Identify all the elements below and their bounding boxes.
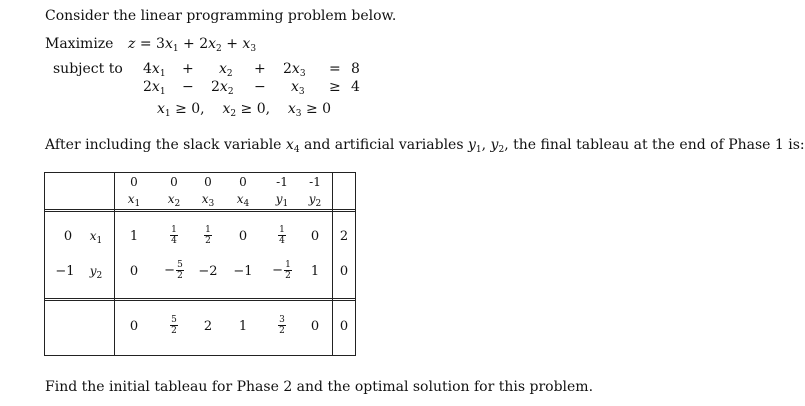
bottom-y2: 0	[310, 319, 320, 334]
bottom-x2: $\frac{5}{2}$	[171, 315, 177, 336]
row2-x2: − $\frac{5}{2}$	[164, 260, 183, 281]
after-text: After including the slack variable $x_4$ and artificial variables $y_1$, $y_2$, the final tableau at the end of Phase 1 is:	[45, 137, 805, 155]
row2-x3: −2	[198, 264, 218, 279]
header-y1: $y_1$	[275, 192, 289, 209]
cost-x4: 0	[239, 175, 247, 189]
row2-cb: −1	[55, 264, 75, 279]
cost-y1: -1	[276, 175, 288, 189]
bottom-x3: 2	[203, 319, 213, 334]
cost-x2: 0	[170, 175, 178, 189]
objective-function: $z = 3x_1 + 2x_2 + x_3$	[128, 36, 257, 54]
header-y2: $y_2$	[308, 192, 322, 209]
intro-text: Consider the linear programming problem below.	[45, 8, 397, 24]
row1-cb: 0	[63, 229, 73, 244]
row2-basis: $y_2$	[89, 264, 103, 281]
header-x4: $x_4$	[236, 192, 250, 209]
row1-basis: $x_1$	[89, 229, 103, 246]
row1-x3: $\frac{1}{2}$	[205, 225, 211, 246]
row2-rhs: 0	[339, 264, 349, 279]
phase1-tableau	[44, 172, 356, 356]
row1-x1: 1	[129, 229, 139, 244]
header-x1: $x_1$	[127, 192, 141, 209]
bottom-x1: 0	[129, 319, 139, 334]
row2-y1: − $\frac{1}{2}$	[272, 260, 291, 281]
subject-to-label: subject to	[53, 61, 123, 77]
row1-rhs: 2	[339, 229, 349, 244]
bottom-y1: $\frac{3}{2}$	[279, 315, 285, 336]
row2-y2: 1	[310, 264, 320, 279]
cost-x3: 0	[204, 175, 212, 189]
row1-y2: 0	[310, 229, 320, 244]
cost-x1: 0	[130, 175, 138, 189]
row1-x4: 0	[238, 229, 248, 244]
bottom-rhs: 0	[339, 319, 349, 334]
row2-x4: −1	[233, 264, 253, 279]
bottom-x4: 1	[238, 319, 248, 334]
header-x3: $x_3$	[201, 192, 215, 209]
row1-x2: $\frac{1}{4}$	[171, 225, 177, 246]
cost-y2: -1	[309, 175, 321, 189]
nonnegativity-constraints: $x_1 \ge 0$, $x_2 \ge 0$, $x_3 \ge 0$	[157, 101, 332, 119]
row1-y1: $\frac{1}{4}$	[279, 225, 285, 246]
maximize-label: Maximize	[45, 36, 114, 52]
header-x2: $x_2$	[167, 192, 181, 209]
question-text: Find the initial tableau for Phase 2 and the optimal solution for this problem.	[45, 379, 594, 395]
row2-x1: 0	[129, 264, 139, 279]
